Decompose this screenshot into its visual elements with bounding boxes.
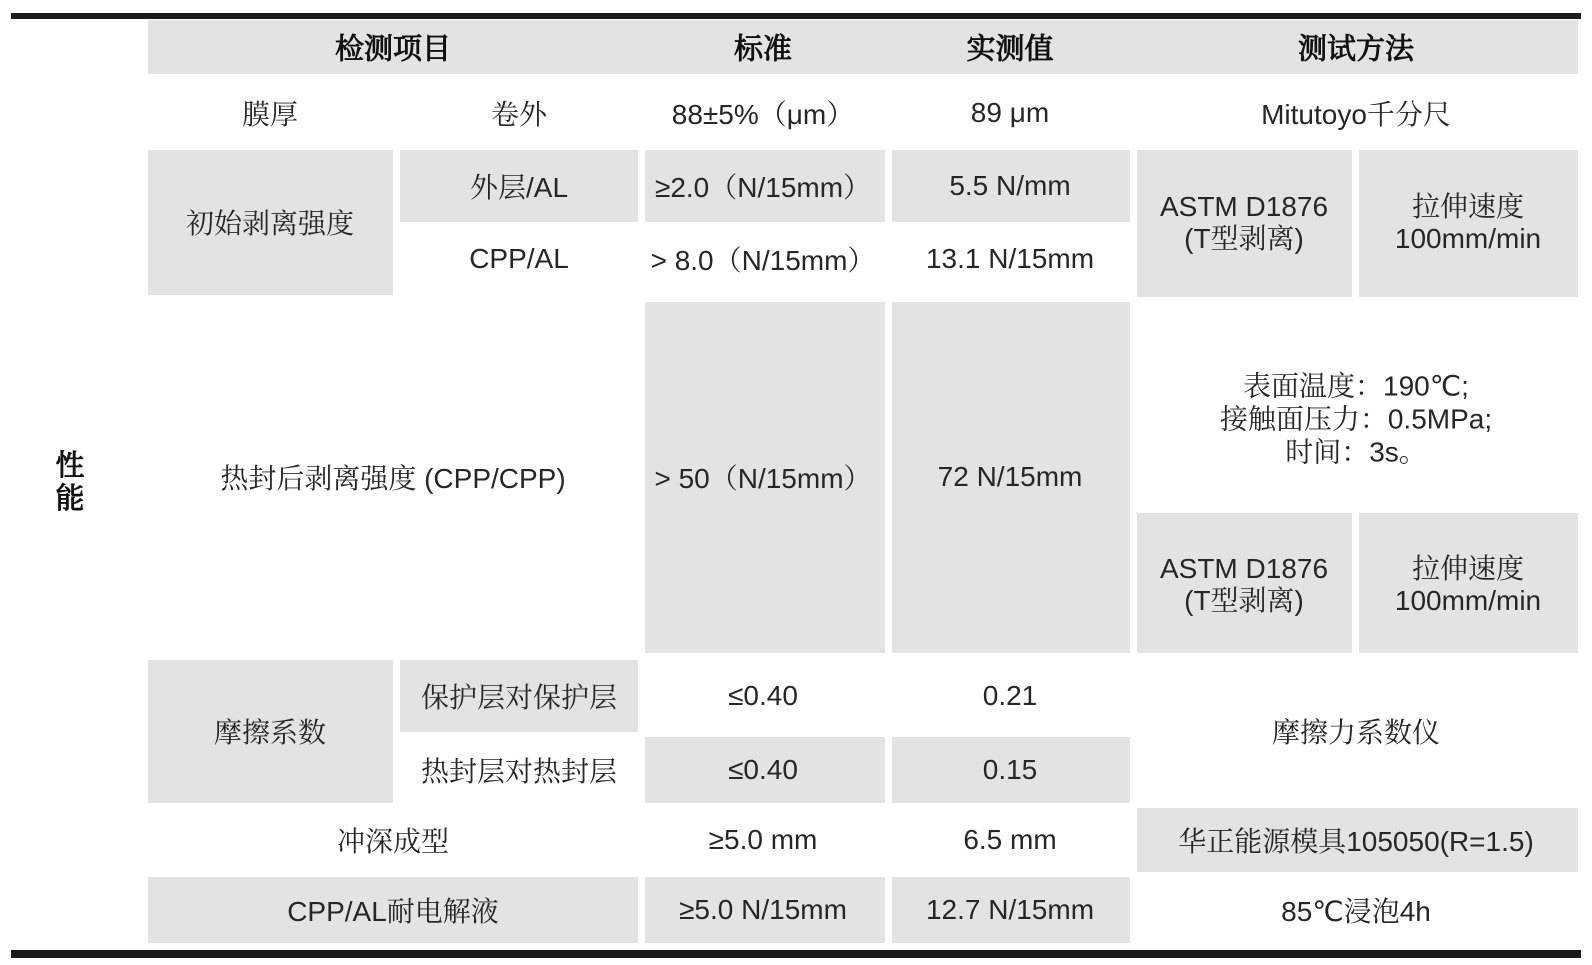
friction-method: 摩擦力系数仪 bbox=[1271, 717, 1441, 748]
heatseal-standard: > 50（N/15mm） bbox=[654, 463, 872, 494]
initial-peel-cpp-al-standard: > 8.0（N/15mm） bbox=[650, 245, 876, 276]
heatseal-conditions-line2: 接触面压力：0.5MPa; bbox=[1219, 403, 1493, 435]
thickness-method: Mitutoyo千分尺 bbox=[1261, 99, 1451, 130]
thickness-measured: 89 μm bbox=[970, 97, 1050, 128]
initial-peel-method-speed-line1: 拉伸速度 bbox=[1411, 191, 1525, 222]
heatseal-conditions-line1: 表面温度：190℃; bbox=[1243, 370, 1469, 402]
heatseal-conditions bbox=[1220, 370, 1492, 469]
initial-peel-outer-al-sub: 外层/AL bbox=[469, 172, 569, 203]
friction-heatseal-standard: ≤0.40 bbox=[728, 754, 798, 785]
initial-peel-method-standard-line1: ASTM D1876 bbox=[1159, 191, 1329, 222]
thickness-sub: 卷外 bbox=[490, 99, 548, 130]
friction-protective-standard: ≤0.40 bbox=[728, 680, 798, 711]
deepdraw-standard: ≥5.0 mm bbox=[708, 824, 818, 855]
initial-peel-method-speed-line2: 100mm/min bbox=[1394, 223, 1542, 254]
header-measured: 实测值 bbox=[966, 33, 1054, 66]
table-bottom-border bbox=[11, 950, 1581, 958]
initial-peel-method-standard bbox=[1160, 191, 1328, 255]
heatseal-method-standard bbox=[1160, 553, 1328, 617]
thickness-standard: 88±5%（μm） bbox=[671, 99, 855, 130]
friction-protective-measured: 0.21 bbox=[982, 680, 1038, 711]
electrolyte-standard: ≥5.0 N/15mm bbox=[679, 894, 847, 925]
friction-heatseal-sub: 热封层对热封层 bbox=[420, 756, 618, 787]
table-top-border bbox=[11, 13, 1581, 19]
electrolyte-measured: 12.7 N/15mm bbox=[925, 894, 1095, 925]
initial-peel-method-standard-line2: (T型剥离) bbox=[1184, 223, 1304, 254]
deepdraw-method: 华正能源模具105050(R=1.5) bbox=[1178, 826, 1534, 857]
deepdraw-measured: 6.5 mm bbox=[963, 824, 1057, 855]
friction-heatseal-measured: 0.15 bbox=[982, 754, 1038, 785]
heatseal-method-speed-line1: 拉伸速度 bbox=[1411, 553, 1525, 584]
heatseal-method-standard-line2: (T型剥离) bbox=[1184, 585, 1304, 616]
initial-peel-outer-al-measured: 5.5 N/mm bbox=[949, 170, 1071, 201]
deepdraw-name: 冲深成型 bbox=[336, 826, 450, 857]
thickness-name: 膜厚 bbox=[241, 99, 299, 130]
header-standard: 标准 bbox=[733, 33, 793, 66]
heatseal-method-speed bbox=[1395, 553, 1541, 617]
electrolyte-method: 85℃浸泡4h bbox=[1281, 896, 1431, 927]
initial-peel-cpp-al-measured: 13.1 N/15mm bbox=[925, 243, 1095, 274]
electrolyte-name: CPP/AL耐电解液 bbox=[287, 896, 499, 927]
heatseal-method-speed-line2: 100mm/min bbox=[1394, 585, 1542, 616]
heatseal-measured: 72 N/15mm bbox=[937, 461, 1083, 492]
initial-peel-cpp-al-sub: CPP/AL bbox=[469, 243, 569, 274]
category-label: 性能 bbox=[55, 450, 85, 515]
initial-peel-outer-al-standard: ≥2.0（N/15mm） bbox=[654, 172, 872, 203]
friction-name: 摩擦系数 bbox=[213, 717, 327, 748]
heatseal-conditions-line3: 时间：3s。 bbox=[1285, 436, 1427, 468]
heatseal-method-standard-line1: ASTM D1876 bbox=[1159, 553, 1329, 584]
initial-peel-name: 初始剥离强度 bbox=[185, 208, 355, 239]
header-method: 测试方法 bbox=[1297, 33, 1415, 66]
friction-protective-sub: 保护层对保护层 bbox=[420, 682, 618, 713]
header-item: 检测项目 bbox=[334, 33, 452, 66]
initial-peel-method-speed bbox=[1395, 191, 1541, 255]
heatseal-name: 热封后剥离强度 (CPP/CPP) bbox=[220, 463, 566, 494]
